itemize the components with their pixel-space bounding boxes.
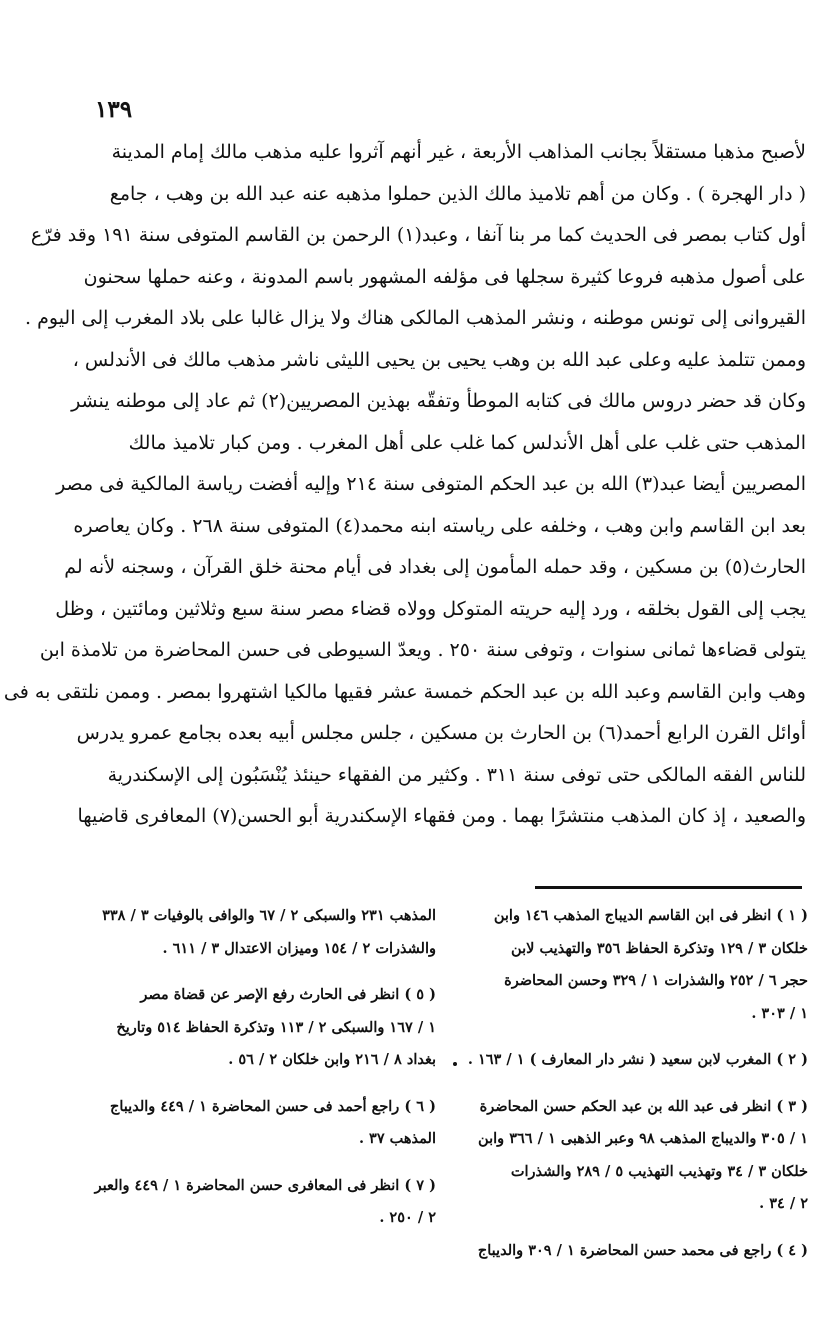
footnote-line: ١ / ٣٠٣ . — [751, 1004, 808, 1022]
body-line: لأصبح مذهبا مستقلاً بجانب المذاهب الأربعة ، غير أنهم آثروا عليه مذهب مالك إمام المدينة — [111, 141, 806, 163]
body-line: للناس الفقه المالكى حتى توفى سنة ٣١١ . وكثير من الفقهاء حينئذ يُنْسَبُون إلى الإسكندرية — [107, 763, 806, 786]
body-line: بعد ابن القاسم وابن وهب ، وخلفه على رياسته ابنه محمد(٤) المتوفى سنة ٢٦٨ . وكان يعاصره — [73, 514, 806, 537]
footnote-gap — [468, 1077, 808, 1091]
footnote-line: ( ٣ ) انظر فى عبد الله بن عبد الحكم حسن المحاضرة — [479, 1097, 808, 1115]
footnote — [76, 979, 436, 1077]
footnote-line: ١ / ٣٠٥ والديباج المذهب ٩٨ وعبر الذهبى ١ / ٣٦٦ وابن — [478, 1130, 808, 1147]
footnote — [468, 1091, 808, 1221]
footnote-line: خلكان ٣ / ٣٤ وتهذيب التهذيب ٥ / ٢٨٩ والشذرات — [510, 1162, 808, 1180]
page-number: ١٣٩ — [95, 96, 133, 123]
footnote-line: بغداد ٨ / ٢١٦ وابن خلكان ٢ / ٥٦ . — [228, 1051, 436, 1068]
ink-dot — [453, 1062, 457, 1066]
footnote-line: ٢ / ٢٥٠ . — [379, 1209, 436, 1226]
footnote-gap — [76, 965, 436, 979]
footnote — [468, 1044, 808, 1077]
footnote-line: ( ٦ ) راجع أحمد فى حسن المحاضرة ١ / ٤٤٩ والديباج — [110, 1097, 436, 1115]
body-line: القيروانى إلى تونس موطنه ، ونشر المذهب المالكى هناك ولا يزال غالبا على بلاد المغرب إلى اليوم . — [25, 307, 806, 329]
body-line: ( دار الهجرة ) . وكان من أهم تلاميذ مالك الذين حملوا مذهبه عنه عبد الله بن وهب ، جامع — [109, 182, 806, 205]
footnote-line: ( ١ ) انظر فى ابن القاسم الديباج المذهب ١٤٦ وابن — [493, 907, 808, 924]
body-line: أوائل القرن الرابع أحمد(٦) بن الحارث بن مسكين ، جلس مجلس أبيه بعده بجامع عمرو يدرس — [76, 722, 806, 744]
body-line: المذهب حتى غلب على أهل الأندلس كما غلب على أهل المغرب . ومن كبار تلاميذ مالك — [128, 431, 806, 454]
body-line: على أصول مذهبه فروعا كثيرة سجلها فى مؤلفه المشهور باسم المدونة ، وعنه حملها سحنون — [83, 265, 806, 288]
footnote-line: ١ / ١٦٧ والسبكى ٢ / ١١٣ وتذكرة الحفاظ ٥١٤ وتاريخ — [116, 1018, 436, 1036]
footnote-gap — [468, 1221, 808, 1235]
footnote-line: المذهب ٣٧ . — [358, 1130, 436, 1147]
footnote-line: ( ٤ ) راجع فى محمد حسن المحاضرة ١ / ٣٠٩ والديباج — [477, 1241, 808, 1259]
footnote — [76, 1170, 436, 1235]
footnote-line: ( ٢ ) المغرب لابن سعيد ( نشر دار المعارف ) ١ / ١٦٣ . — [467, 1051, 808, 1068]
footnote-line: حجر ٦ / ٢٥٢ والشذرات ١ / ٣٢٩ وحسن المحاضرة — [504, 972, 808, 989]
body-line: أول كتاب بمصر فى الحديث كما مر بنا آنفا ، وعبد(١) الرحمن بن القاسم المتوفى سنة ١٩١ وقد فرّع — [30, 224, 806, 246]
body-line: يجب إلى القول بخلقه ، ورد إليه حريته المتوكل وولاه قضاء مصر سنة سبع وثلاثين ومائتين ، وظل — [55, 597, 806, 620]
footnote-line: المذهب ٢٣١ والسبكى ٢ / ٦٧ والوافى بالوفيات ٣ / ٣٣٨ — [102, 907, 436, 924]
body-line: وكان قد حضر دروس مالك فى كتابه الموطأ وتفقّه بهذين المصريين(٢) ثم عاد إلى موطنه ينشر — [71, 390, 806, 412]
body-line: وهب وابن القاسم وعبد الله بن عبد الحكم خمسة عشر فقيها مالكيا اشتهروا بمصر . وممن نلتقى به فى — [3, 680, 806, 703]
body-line: المصريين أيضا عبد(٣) الله بن عبد الحكم المتوفى سنة ٢١٤ وإليه أفضت رياسة المالكية فى مصر — [56, 473, 806, 495]
footnote-gap — [76, 1156, 436, 1170]
footnote — [468, 1235, 808, 1268]
footnotes-right-column — [468, 900, 808, 1267]
main-text — [3, 132, 806, 838]
footnote — [468, 900, 808, 1030]
body-line: والصعيد ، إذ كان المذهب منتشرًا بهما . ومن فقهاء الإسكندرية أبو الحسن(٧) المعافرى قاضيها — [77, 805, 806, 827]
footnote-gap — [76, 1077, 436, 1091]
footnote-gap — [468, 1030, 808, 1044]
footnote-line: خلكان ٣ / ١٢٩ وتذكرة الحفاظ ٣٥٦ والتهذيب لابن — [511, 939, 808, 957]
footnote-line: ( ٥ ) انظر فى الحارث رفع الإصر عن قضاة مصر — [140, 986, 436, 1003]
footnotes-left-column — [76, 900, 436, 1235]
body-line: وممن تتلمذ عليه وعلى عبد الله بن وهب يحيى بن يحيى الليثى ناشر مذهب مالك فى الأندلس ، — [72, 348, 806, 371]
footnote-line: والشذرات ٢ / ١٥٤ وميزان الاعتدال ٣ / ٦١١ . — [162, 939, 436, 957]
footnote-line: ( ٧ ) انظر فى المعافرى حسن المحاضرة ١ / ٤٤٩ والعبر — [94, 1176, 436, 1194]
footnote — [76, 1091, 436, 1156]
body-line: الحارث(٥) بن مسكين ، وقد حمله المأمون إلى بغداد فى أيام محنة خلق القرآن ، وسجنه لأنه لم — [64, 556, 806, 578]
footnote-line: ٢ / ٣٤ . — [759, 1195, 808, 1212]
body-line: يتولى قضاءها ثمانى سنوات ، وتوفى سنة ٢٥٠ . ويعدّ السيوطى فى حسن المحاضرة من تلامذة ابن — [39, 639, 806, 661]
footnote-divider — [535, 886, 802, 889]
footnote — [76, 900, 436, 965]
